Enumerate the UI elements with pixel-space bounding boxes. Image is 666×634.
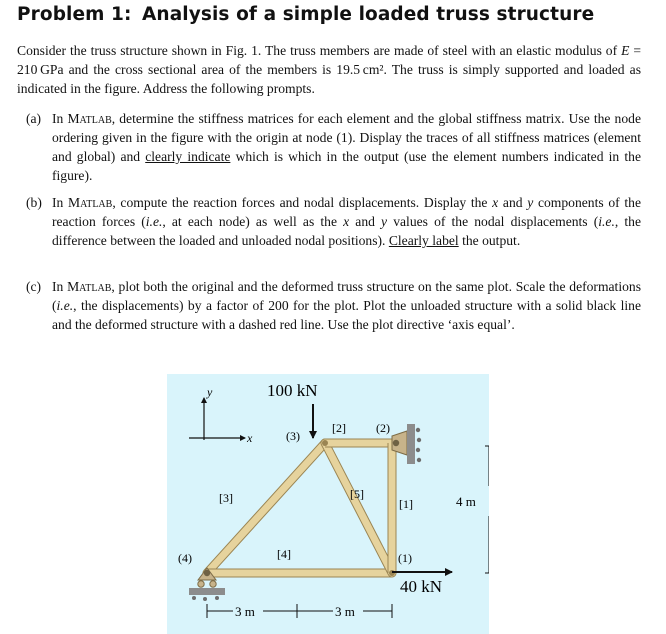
matlab-word: Matlab [68,195,113,210]
part-b-text-5: , at each node) as well as the [162,214,344,229]
wall-stone-icon [416,428,420,432]
roller-icon [198,581,204,587]
intro-text-1: Consider the truss structure shown in Fig. 1. The truss members are made of steel with an elastic modulus of [17,43,622,58]
part-c-text-1: In [52,279,68,294]
element-label-5: [5] [350,487,364,501]
axis-x-label: x [247,431,253,445]
wall-stone-icon [417,438,421,442]
part-c-text-3: , the displacements) by a factor of 200 for the plot. Plot the unloaded structure with a solid black line and the deformed structure with a dashed red line. Use the plot directive ‘axis equal’. [52,298,641,332]
part-a-text-1: In [52,111,68,126]
load-right-label: 40 kN [400,577,443,596]
element-label-2: [2] [332,421,346,435]
element-label-4: [4] [277,547,291,561]
wall-stone-icon [417,458,421,462]
axis-y-label: y [207,385,213,399]
part-c-text-2: , plot both the original and the deformed truss structure on the same plot. Scale the deformations ( [52,279,641,313]
joint-3 [322,440,328,446]
wall-hatch-icon [407,424,415,464]
problem-label: Problem 1: [17,4,132,25]
ie-abbrev: i.e. [56,298,74,313]
y-symbol: y [381,214,388,229]
part-b-text-7: values of the nodal displacements ( [387,214,599,229]
part-b-underlined: Clearly label [388,233,459,248]
wall-stone-icon [416,448,420,452]
part-b-text-2: , compute the reaction forces and nodal displacements. Display the [112,195,493,210]
part-a-underlined: clearly indicate [145,149,231,164]
y-symbol: y [527,195,534,210]
ie-abbrev: i.e. [598,214,615,229]
dimension-height-label: 4 m [456,494,476,509]
elastic-modulus-symbol: E [621,43,630,58]
part-b-text-1: In [52,195,69,210]
element-label-1: [1] [399,497,413,511]
dimension-left-label: 3 m [235,604,255,619]
node-label-2: (2) [376,421,390,435]
part-c-tag: (c) [26,279,42,294]
node-label-1: (1) [398,551,412,565]
part-b-body [52,193,641,250]
node-label-4: (4) [178,551,192,565]
part-b-text-9: the output. [458,233,521,248]
intro-paragraph [17,41,641,98]
ground-stone-icon [192,596,196,600]
part-b-tag: (b) [26,195,42,210]
part-b-text-3: and [498,195,528,210]
load-top-label: 100 kN [267,381,318,400]
ground-hatch-icon [189,588,225,595]
intro-text-2: = 210 GPa and the cross sectional area of the members is 19.5 cm². The truss is simply supported and loaded as indicated in the figure. Address the following prompts. [17,43,641,96]
part-b-text-4: components of the reaction forces ( [52,195,641,229]
part-b-text-8: , the difference between the loaded and unloaded nodal positions). [52,214,641,248]
ground-stone-icon [203,597,207,601]
dimension-right-label: 3 m [335,604,355,619]
part-b [26,193,641,250]
ie-abbrev: i.e. [145,214,163,229]
part-a [26,109,641,185]
part-a-text-3: which is which in the output (use the element numbers indicated in the figure). [52,149,641,183]
x-symbol: x [492,195,499,210]
node-label-3: (3) [286,429,300,443]
part-a-tag: (a) [26,111,42,126]
problem-title: Analysis of a simple loaded truss structure [142,4,595,25]
matlab-word: Matlab [67,111,112,126]
pin-icon [393,440,399,446]
element-label-3: [3] [219,491,233,505]
x-symbol: x [343,214,350,229]
ground-stone-icon [215,596,219,600]
part-b-text-6: and [349,214,382,229]
part-a-text-2: , determine the stiffness matrices for each element and the global stiffness matrix. Use the node ordering given in the figure with the origin at node (1). Display the traces of all stiffness matrices (element and global) and [52,111,641,164]
part-a-body [52,109,641,185]
matlab-word: Matlab [67,279,112,294]
problem-heading [17,4,594,25]
part-c-body [52,277,641,334]
part-c [26,277,641,334]
truss-figure [167,374,489,634]
roller-icon [210,581,216,587]
pin-icon [204,570,210,576]
